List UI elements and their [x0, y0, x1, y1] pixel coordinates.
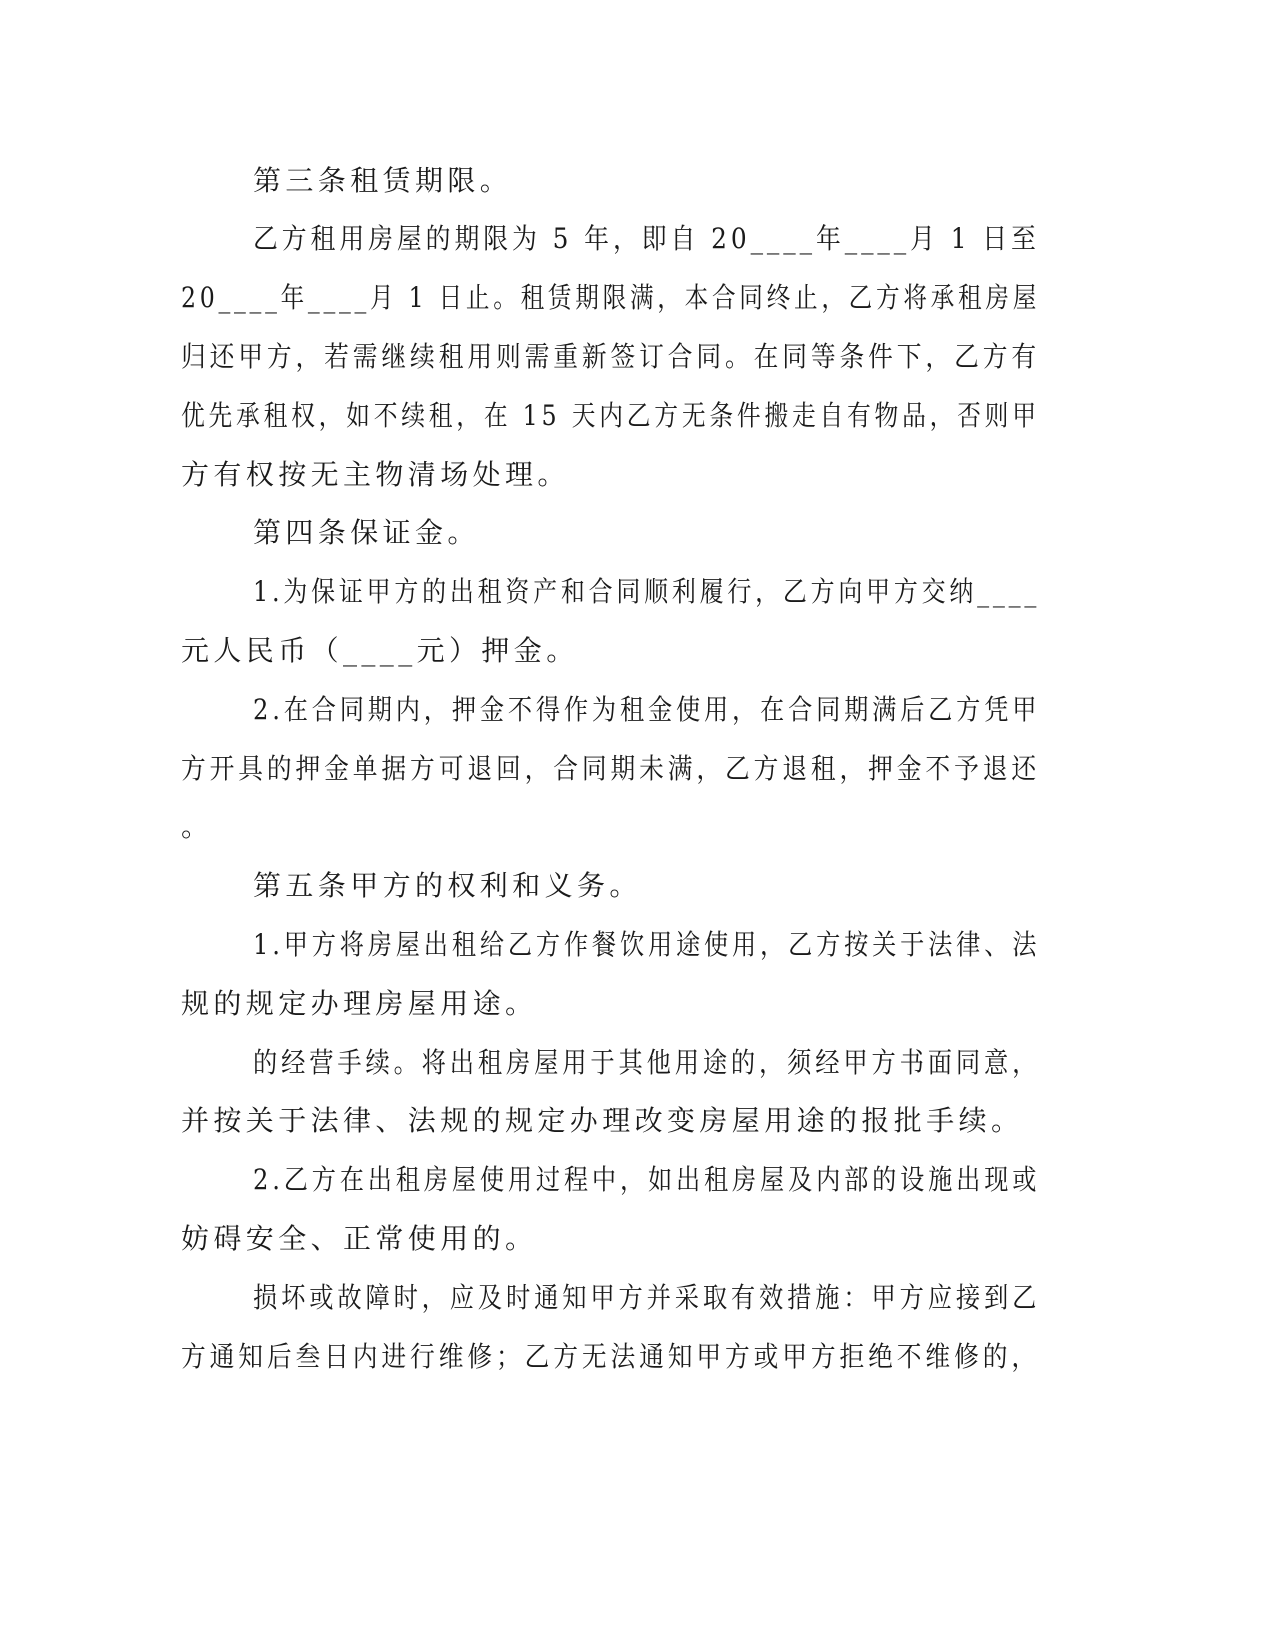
- text-line: 规的规定办理房屋用途。: [181, 987, 538, 1020]
- text-line: 2.在合同期内，押金不得作为租金使用，在合同期满后乙方凭甲: [253, 693, 1041, 726]
- text-line: 20____年____月 1 日止。租赁期限满，本合同终止，乙方将承租房屋: [181, 281, 1041, 314]
- text-line: 损坏或故障时，应及时通知甲方并采取有效措施：甲方应接到乙: [253, 1281, 1041, 1314]
- text-line: 第五条甲方的权利和义务。: [253, 869, 642, 902]
- text-line: 。: [181, 810, 214, 843]
- text-line: 方有权按无主物清场处理。: [181, 458, 570, 491]
- text-line: 归还甲方，若需继续租用则需重新签订合同。在同等条件下，乙方有: [181, 340, 1040, 373]
- text-line: 元人民币（____元）押金。: [181, 634, 579, 667]
- text-line: 方开具的押金单据方可退回，合同期未满，乙方退租，押金不予退还: [181, 752, 1040, 785]
- text-line: 方通知后叁日内进行维修；乙方无法通知甲方或甲方拒绝不维修的，: [181, 1340, 1040, 1373]
- text-line: 优先承租权，如不续租，在 15 天内乙方无条件搬走自有物品，否则甲: [181, 399, 1040, 432]
- text-line: 第三条租赁期限。: [253, 164, 513, 197]
- text-line: 1.为保证甲方的出租资产和合同顺利履行，乙方向甲方交纳____: [253, 575, 1041, 608]
- text-line: 第四条保证金。: [253, 516, 480, 549]
- text-line: 的经营手续。将出租房屋用于其他用途的，须经甲方书面同意，: [253, 1046, 1041, 1079]
- text-line: 1.甲方将房屋出租给乙方作餐饮用途使用，乙方按关于法律、法: [253, 928, 1041, 961]
- text-line: 乙方租用房屋的期限为 5 年，即自 20____年____月 1 日至: [253, 222, 1040, 255]
- text-line: 并按关于法律、法规的规定办理改变房屋用途的报批手续。: [181, 1104, 1024, 1137]
- text-line: 妨碍安全、正常使用的。: [181, 1222, 538, 1255]
- text-line: 2.乙方在出租房屋使用过程中，如出租房屋及内部的设施出现或: [253, 1163, 1041, 1196]
